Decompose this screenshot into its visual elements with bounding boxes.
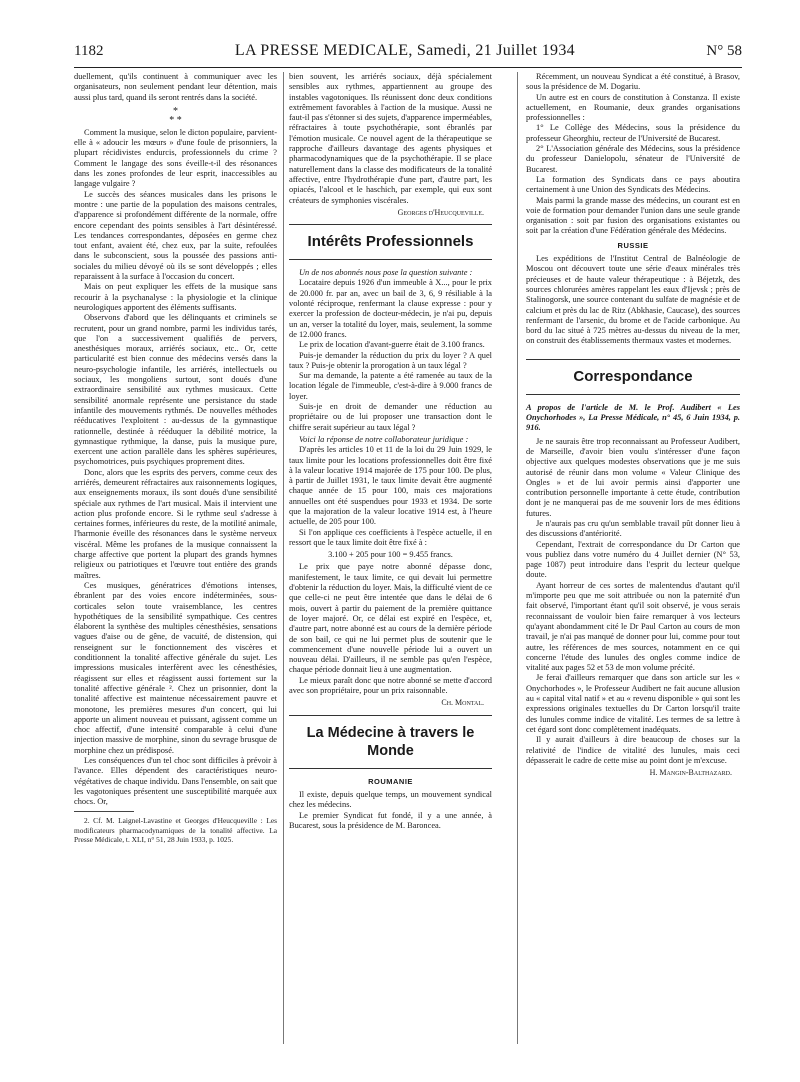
subheading-roumanie: ROUMANIE bbox=[368, 776, 413, 786]
section-title-interets: Intérêts Professionnels bbox=[307, 233, 474, 251]
paragraph: Le premier Syndicat fut fondé, il y a une année, à Bucarest, sous la présidence de M. Baroncea. bbox=[289, 810, 492, 830]
footnote-rule bbox=[74, 811, 134, 812]
section-header-box bbox=[526, 359, 740, 395]
paragraph: Puis-je demander la réduction du prix du loyer ? A quel taux ? Puis-je obtenir la prorogation à un taux légal ? bbox=[289, 350, 492, 370]
formula: 3.100 + 205 pour 100 = 9.455 francs. bbox=[328, 550, 453, 560]
signature: Georges d'Heucqueville. bbox=[397, 207, 484, 217]
page-number: 1182 bbox=[74, 43, 104, 59]
paragraph: Mais parmi la grande masse des médecins, un courant est en voie de formation pour demander l'union dans une seule grande organisation : soit par fusion des organisations existantes ou soit par la création d'une Fédération générale des Médecins. bbox=[526, 195, 740, 236]
section-title-correspondance: Correspondance bbox=[573, 367, 693, 385]
subheading-russie: RUSSIE bbox=[617, 240, 649, 250]
paragraph: Un autre est en cours de constitution à Constanza. Il existe actuellement, en Roumanie, deux grandes organisations professionnelles : bbox=[526, 92, 740, 123]
issue-number: N° 58 bbox=[706, 43, 742, 59]
paragraph: Il y aurait d'ailleurs à dire beaucoup de choses sur la relativité de l'indice de vitalité des lunules, mais ceci dépasserait le cadre de cette mise au point dont je m'excuse. bbox=[526, 735, 740, 765]
paragraph: Les conséquences d'un tel choc sont difficiles à prévoir à l'avance. Elles dépendent des caractéristiques neuro-végétatives de chaque individu. Dans l'ensemble, on sait que les vagotoniques présentent une susceptibilité marquée aux chocs. Or, bbox=[74, 756, 277, 807]
paragraph: D'après les articles 10 et 11 de la loi du 29 Juin 1929, le taux limite pour les locations professionnelles doit être fixé à la valeur locative 1914 majorée de 175 pour 100. De plus, à partir de Juillet 1931, le taux limite devait être augmenté chaque année de 15 pour 100, mais ces majorations annuelles ont été suspendues pour 1933 et 1934. De sorte que la majoration de la valeur locative 1914 est, à l'heure actuelle, de 205 pour 100. bbox=[289, 445, 492, 527]
signature: H. Mangin-Balthazard. bbox=[649, 768, 732, 778]
paragraph: duellement, qu'ils continuent à communiquer avec les organisateurs, non seulement pendant leur détention, mais aussi plus tard, quand ils seront rentrés dans la société. bbox=[74, 72, 277, 102]
page-header bbox=[74, 42, 742, 68]
paragraph: Le succès des séances musicales dans les prisons le montre : une partie de la population des maisons centrales, d'apparence si profondément différente de la normale, offre encore cependant des points sensibles à l'art désintéressé. Les tendances correspondantes, déposées en germe chez tout enfant, avaient été, chez eux, par la suite, refoulées dans le subconscient, sous la poussée des passions anti-sociales du milieu dévoyé où ils se sont développés ; elles reparaissent à la surface à l'occasion du concert. bbox=[74, 189, 277, 282]
section-header-box bbox=[289, 715, 492, 769]
paragraph: Sur ma demande, la patente a été ramenée au taux de la location légale de l'immeuble, c'est-à-dire à 9.000 francs de loyer. bbox=[289, 371, 492, 401]
column-2 bbox=[289, 72, 492, 831]
column-divider bbox=[517, 72, 518, 1044]
paragraph: Ayant horreur de ces sortes de malentendus d'autant qu'il m'importe peu que me soit attribuée ou non la paternité d'un fait observé, l'important étant qu'il soit observé, je vous serais reconnaissant de vouloir bien faire remarquer à vos lecteurs qu'ayant abondamment cité le Dr Paul Carton au cours de mon travail, je n'ai pas manqué de donner pour lui, comme pour tout autre, les références de mes sources, notamment en ce qui concerne l'étude des lunules des ongles comme indice de vitalité aux pages 52 et 53 de mon volume précité. bbox=[526, 580, 740, 673]
question-intro: Un de nos abonnés nous pose la question suivante : bbox=[299, 268, 473, 278]
signature: Ch. Montal. bbox=[441, 698, 484, 708]
paragraph: Donc, alors que les esprits des pervers, comme ceux des arriérés, demeurent réfractaires aux raisonnements logiques, aux enseignements moraux, ils sont doués d'une sensibilité spéciale aux rythmes de l'art musical. Mais il intervient une action plus profonde encore. Si le rythme seul s'adresse à certaines formes, inférieures du reste, de la motilité animale, l'harmonie éveille des résonances dans le système nerveux viscéral. Même les profanes de la musique connaissent la charge affective que portent la plupart des grands hymnes religieux ou patriotiques et l'œuvre tout entière des grands maîtres. bbox=[74, 467, 277, 580]
paragraph: Mais on peut expliquer les effets de la musique sans recourir à la psychanalyse : la physiologie et la clinique neurologiques apportent des éléments suffisants. bbox=[74, 282, 277, 312]
paragraph: Locataire depuis 1926 d'un immeuble à X..., pour le prix de 20.000 fr. par an, avec un bail de 3, 6, 9 résiliable à la volonté réciproque, renfermant la clause expresse : pour y exercer la profession de docteur-médecin, je n'ai pu, depuis un an, verser la totalité du loyer, mais, seulement, la somme de 12.000 francs. bbox=[289, 278, 492, 339]
column-3 bbox=[526, 72, 740, 780]
paragraph: Suis-je en droit de demander une réduction au propriétaire ou de lui proposer une transaction dont le chiffre serait supérieur au taux légal ? bbox=[289, 402, 492, 432]
paragraph: 1° Le Collège des Médecins, sous la présidence du professeur Gheorghiu, recteur de l'Université de Bucarest. bbox=[526, 123, 740, 143]
paragraph: Récemment, un nouveau Syndicat a été constitué, à Brasov, sous la présidence de M. Dogariu. bbox=[526, 72, 740, 92]
paragraph: Observons d'abord que les délinquants et criminels se recrutent, pour un grand nombre, parmi les individus tarés, que l'on a successivement qualifiés de pervers, anesthésiques moraux, arriérés sociaux, etc.. Or, cette particularité est bien connue des médecins versés dans la neuro-psychologie infantile, les arriérés, intellectuels ou sociaux, les mongoliens surtout, sont doués d'une extraordinaire sensibilité aux rythmes musicaux. Cette sensibilité anormale représente une persistance du stade infantile des mouvements rythmés. De nouvelles méthodes rééducatives l'exploitent : au-dessus de la gymnastique rationnelle, destinée à rééduquer la débilité motrice, la gymnastique rythmique, la danse, puis la musique pure, exercent une action parallèle dans les sphères supérieures, psychomotrices, puis psychiques proprement dites. bbox=[74, 313, 277, 467]
journal-title: LA PRESSE MEDICALE, Samedi, 21 Juillet 1934 bbox=[234, 42, 575, 59]
paragraph: Ces musiques, génératrices d'émotions intenses, ébranlent par des voies encore indéterminées, sous-corticales selon toute vraisemblance, les centres hypothétiques de la sensibilité sympathique. Ces centres élaborent la synthèse des multiples cénesthésies, sensations vagues d'aise ou de gêne, de vacuité, de distension, qui renseignent sur le fonctionnement des viscères et conditionnent la tonalité affective générale du sujet. Les impressions musicales interfèrent avec les cénesthésies, réagissent sur elles et réagissent aussi fortement sur la tonalité affective générale ². Chez un prisonnier, dont la tonalité affective est maintenue nécessairement pauvre et monotone, les premières mesures d'un concert, qui lui apporte un aliment nouveau et puissant, agissent comme un choc affectif, d'une intensité comparable à celui d'une injection massive de morphine, sinon du sevrage brusque de morphine chez un prédisposé. bbox=[74, 580, 277, 755]
section-stars: * * * bbox=[169, 105, 182, 126]
paragraph: Comment la musique, selon le dicton populaire, parvient-elle à « adoucir les mœurs » d'une foule de prisonniers, la plupart récidivistes endurcis, professionnels du crime ? Comment le langage des sons éveille-t-il des résonances dans les zones profondes de leur esprit, inaccessibles au langage vulgaire ? bbox=[74, 127, 277, 189]
answer-intro: Voici la réponse de notre collaborateur juridique : bbox=[299, 434, 469, 444]
paragraph: Les expéditions de l'Institut Central de Balnéologie de Moscou ont découvert toute une série d'eaux minérales très précieuses et de haute valeur thérapeutique : à Béjetzk, des sources chlorurées amères rappelant les eaux d'Ijevsk ; près de Stalinogorsk, une source contenant du sulfate de magnésie et de calcium et près du lac de Ritz (Abkhasie, Caucase), des sources renfermant de l'arsenic, du brome et de l'acide carbonique. Au bord du lac situé à 725 mètres au-dessus du niveau de la mer, on construit des établissements thermaux vastes et modernes. bbox=[526, 254, 740, 346]
paragraph: Si l'on applique ces coefficients à l'espèce actuelle, il en ressort que le taux limite doit être fixé à : bbox=[289, 527, 492, 547]
paragraph: Cependant, l'extrait de correspondance du Dr Carton que vous publiez dans votre numéro du 4 Juillet dernier (N° 53, page 1087) peut introduire dans l'esprit du lecteur quelque doute. bbox=[526, 539, 740, 580]
footnote: 2. Cf. M. Laignel-Lavastine et Georges d'Heucqueville : Les modificateurs pharmacodynamiques de la tonalité affective. La Presse Médicale, t. XLI, n° 51, 28 Juin 1933, p. 1025. bbox=[74, 816, 277, 844]
article-reference: A propos de l'article de M. le Prof. Audibert « Les Onychorhodes », La Presse Médicale, n° 45, 6 Juin 1934, p. 916. bbox=[526, 402, 740, 433]
paragraph: Le mieux paraît donc que notre abonné se mette d'accord avec son propriétaire, pour un prix raisonnable. bbox=[289, 675, 492, 696]
column-divider bbox=[283, 72, 284, 1044]
section-header-box bbox=[289, 224, 492, 260]
column-1 bbox=[74, 72, 277, 844]
paragraph: Il existe, depuis quelque temps, un mouvement syndical chez les médecins. bbox=[289, 789, 492, 810]
paragraph: La formation des Syndicats dans ce pays aboutira certainement à une Union des Syndicats des Médecins. bbox=[526, 174, 740, 195]
paragraph: Le prix que paye notre abonné dépasse donc, manifestement, le taux limite, ce qui devait lui permettre d'obtenir la réduction du loyer. Mais, la difficulté vient de ce que celle-ci ne peut être intentée que dans le délai de 6 mois, ouvert à partir du paiement de la première quittance de loyer majoré. Or, ce délai est expiré en l'espèce, et, d'autre part, notre abonné est au cours de la dernière période de son bail, ce qui ne lui permet plus de soutenir que le commencement d'une nouvelle période lui a ouvert un nouveau délai. D'ailleurs, il ne semble pas qu'en l'espèce, chaque période donnait lieu à une augmentation. bbox=[289, 562, 492, 675]
paragraph: Je ne saurais être trop reconnaissant au Professeur Audibert, de Marseille, d'avoir bien voulu s'intéresser d'une façon objective aux quelques modestes observations que je me suis autorisé de réunir dans mon volume « Valeur Clinique des Ongles » et de lui avoir permis ainsi d'apporter une contribution personnelle importante à cette étude, contribution dont je ne manquerai pas de me souvenir lors de mes éditions futures. bbox=[526, 436, 740, 518]
paragraph: Je n'aurais pas cru qu'un semblable travail pût donner lieu à des discussions d'antériorité. bbox=[526, 518, 740, 539]
section-title-medecine: La Médecine à travers le Monde bbox=[306, 724, 475, 759]
paragraph: Je ferai d'ailleurs remarquer que dans son article sur les « Onychorhodes », le Professeur Audibert ne fait aucune allusion au « capital vital natif » et au « revenu disponible » qui sont les expressions originales textuelles du Dr Carton lorsqu'il traite des lunules comme indice de vitalité. Les termes de sa lettre à cet égard sont donc complètement inadéquats. bbox=[526, 673, 740, 734]
paragraph: 2° L'Association générale des Médecins, sous la présidence du professeur Danielopolu, sénateur de l'Université de Bucarest. bbox=[526, 144, 740, 174]
paragraph: Le prix de location d'avant-guerre était de 3.100 francs. bbox=[299, 340, 485, 350]
paragraph: bien souvent, les arriérés sociaux, déjà spécialement sensibles aux rythmes, appartiennent au groupe des instables vagotoniques. Ils réunissent donc deux conditions extrêmement favorables à l'action de la musique. Aussi ne faut-il pas s'étonner si des sujets, d'apparence imperméables, réfractaires à toute psychothérapie, sont ébranlés par l'émotion musicale. Ce nouvel agent de la thérapeutique se rapproche d'ailleurs davantage des agents physiques et pharmacodynamiques que de la psychothérapie. Il se place naturellement dans la classe des modificateurs de la tonalité affective, entre l'hydrothérapie d'une part, d'autre part, les opiacés, l'alcool et le haschich, par exemple, qui eux sont créateurs de symphonies viscérales. bbox=[289, 72, 492, 205]
